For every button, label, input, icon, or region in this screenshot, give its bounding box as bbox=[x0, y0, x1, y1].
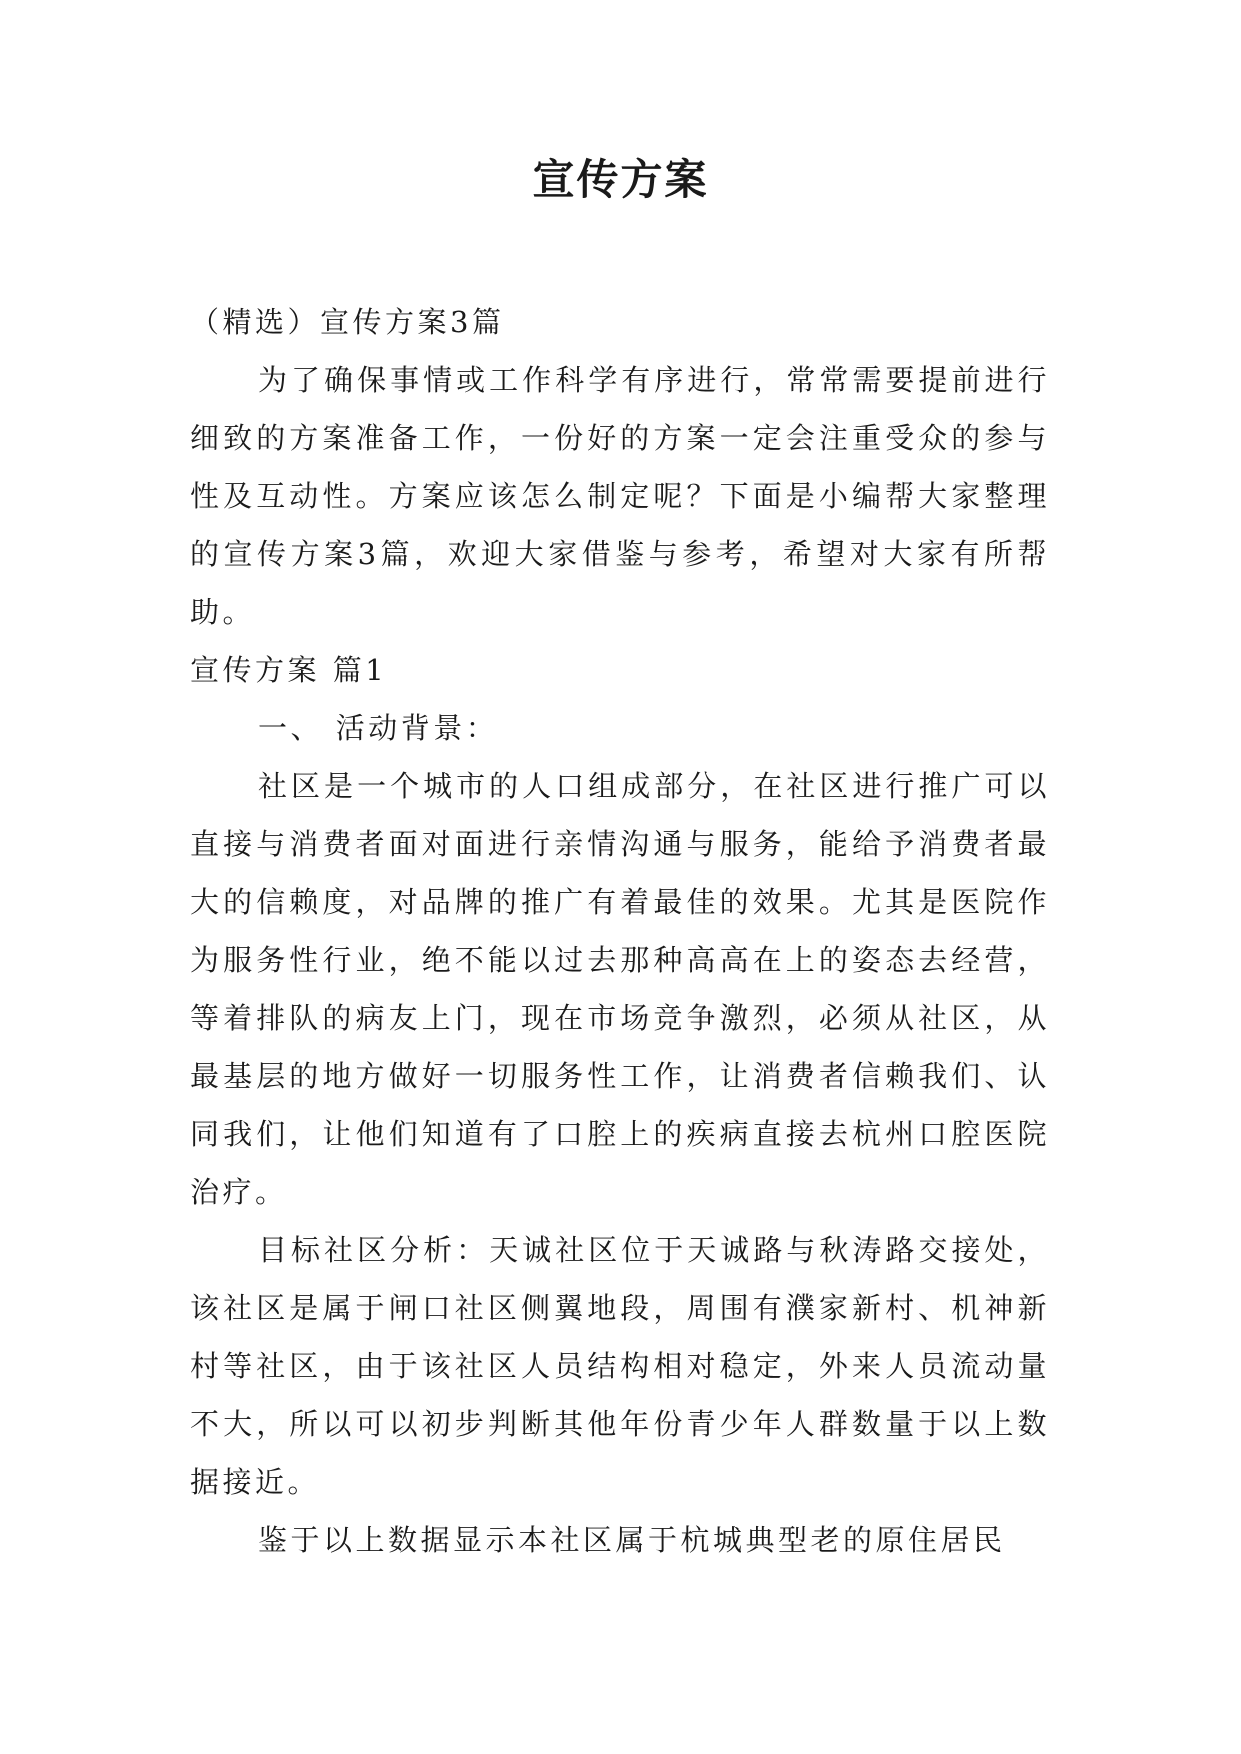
document-title: 宣传方案 bbox=[532, 155, 709, 204]
section-heading: 宣传方案 篇1 bbox=[190, 653, 388, 687]
intro-line: （精选）宣传方案3篇 bbox=[190, 305, 505, 339]
intro-paragraph: 为了确保事情或工作科学有序进行，常常需要提前进行细致的方案准备工作，一份好的方案一定会注重受众的参与性及互动性。方案应该怎么制定呢？下面是小编帮大家整理的宣传方案3篇，欢迎大家借鉴与参考，希望对大家有所帮助。 bbox=[190, 363, 1050, 629]
subsection-heading: 一、 活动背景： bbox=[258, 711, 499, 745]
background-paragraph: 社区是一个城市的人口组成部分，在社区进行推广可以直接与消费者面对面进行亲情沟通与服务，能给予消费者最大的信赖度，对品牌的推广有着最佳的效果。尤其是医院作为服务性行业，绝不能以过去那种高高在上的姿态去经营，等着排队的病友上门，现在市场竞争激烈，必须从社区，从最基层的地方做好一切服务性工作，让消费者信赖我们、认同我们，让他们知道有了口腔上的疾病直接去杭州口腔医院治疗。 bbox=[190, 769, 1050, 1209]
data-summary-paragraph: 鉴于以上数据显示本社区属于杭城典型老的原住居民 bbox=[258, 1523, 1006, 1557]
document-body bbox=[190, 293, 1050, 1569]
target-analysis-paragraph: 目标社区分析：天诚社区位于天诚路与秋涛路交接处，该社区是属于闸口社区侧翼地段，周围有濮家新村、机神新村等社区，由于该社区人员结构相对稳定，外来人员流动量不大，所以可以初步判断其他年份青少年人群数量于以上数据接近。 bbox=[190, 1233, 1050, 1499]
